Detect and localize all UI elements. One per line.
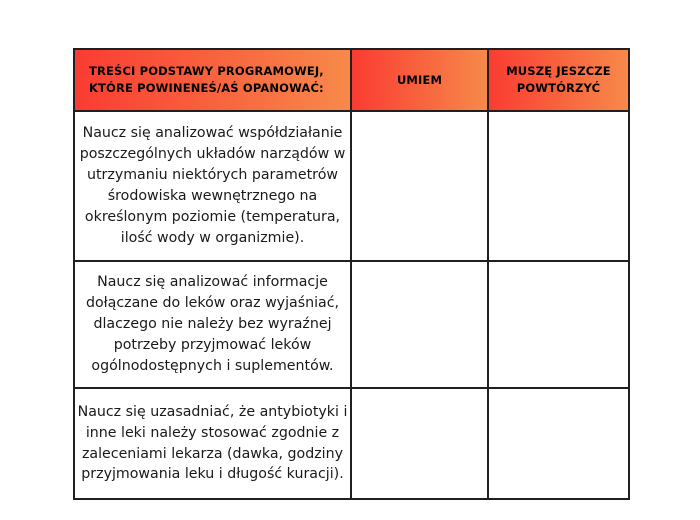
column-header-content-line-1: TREŚCI PODSTAWY PROGRAMOWEJ, — [89, 64, 324, 79]
table-row — [74, 388, 629, 499]
header-row — [74, 49, 629, 111]
column-header-repeat-line-2: POWTÓRZYĆ — [516, 81, 601, 95]
row-know-checkbox-cell[interactable] — [351, 111, 488, 261]
checklist-table — [73, 48, 630, 500]
table-body — [74, 111, 629, 499]
table-row — [74, 261, 629, 388]
column-header-repeat — [488, 49, 629, 111]
row-repeat-checkbox-cell[interactable] — [488, 261, 629, 388]
column-header-content — [74, 49, 351, 111]
table-row — [74, 111, 629, 261]
row-repeat-checkbox-cell[interactable] — [488, 388, 629, 499]
row-repeat-checkbox-cell[interactable] — [488, 111, 629, 261]
row-content-text: Naucz się analizować informacje dołączane do leków oraz wyjaśniać, dlaczego nie należy bez wyraźnej potrzeby przyjmować leków ogólnodostępnych i suplementów. — [74, 261, 351, 388]
column-header-know — [351, 49, 488, 111]
row-content-text: Naucz się analizować współdziałanie poszczególnych układów narządów w utrzymaniu niektórych parametrów środowiska wewnętrznego na określonym poziomie (temperatura, ilość wody w organizmie). — [74, 111, 351, 261]
column-header-repeat-line-1: MUSZĘ JESZCZE — [506, 64, 611, 79]
column-header-know-line-1: UMIEM — [396, 72, 443, 87]
row-content-text: Naucz się uzasadniać, że antybiotyki i inne leki należy stosować zgodnie z zaleceniami lekarza (dawka, godziny przyjmowania leku i długość kuracji). — [74, 388, 351, 499]
self-assessment-worksheet — [73, 48, 628, 498]
row-know-checkbox-cell[interactable] — [351, 261, 488, 388]
table-header — [74, 49, 629, 111]
column-header-content-line-2: KTÓRE POWINENEŚ/AŚ OPANOWAĆ: — [89, 81, 324, 95]
row-know-checkbox-cell[interactable] — [351, 388, 488, 499]
